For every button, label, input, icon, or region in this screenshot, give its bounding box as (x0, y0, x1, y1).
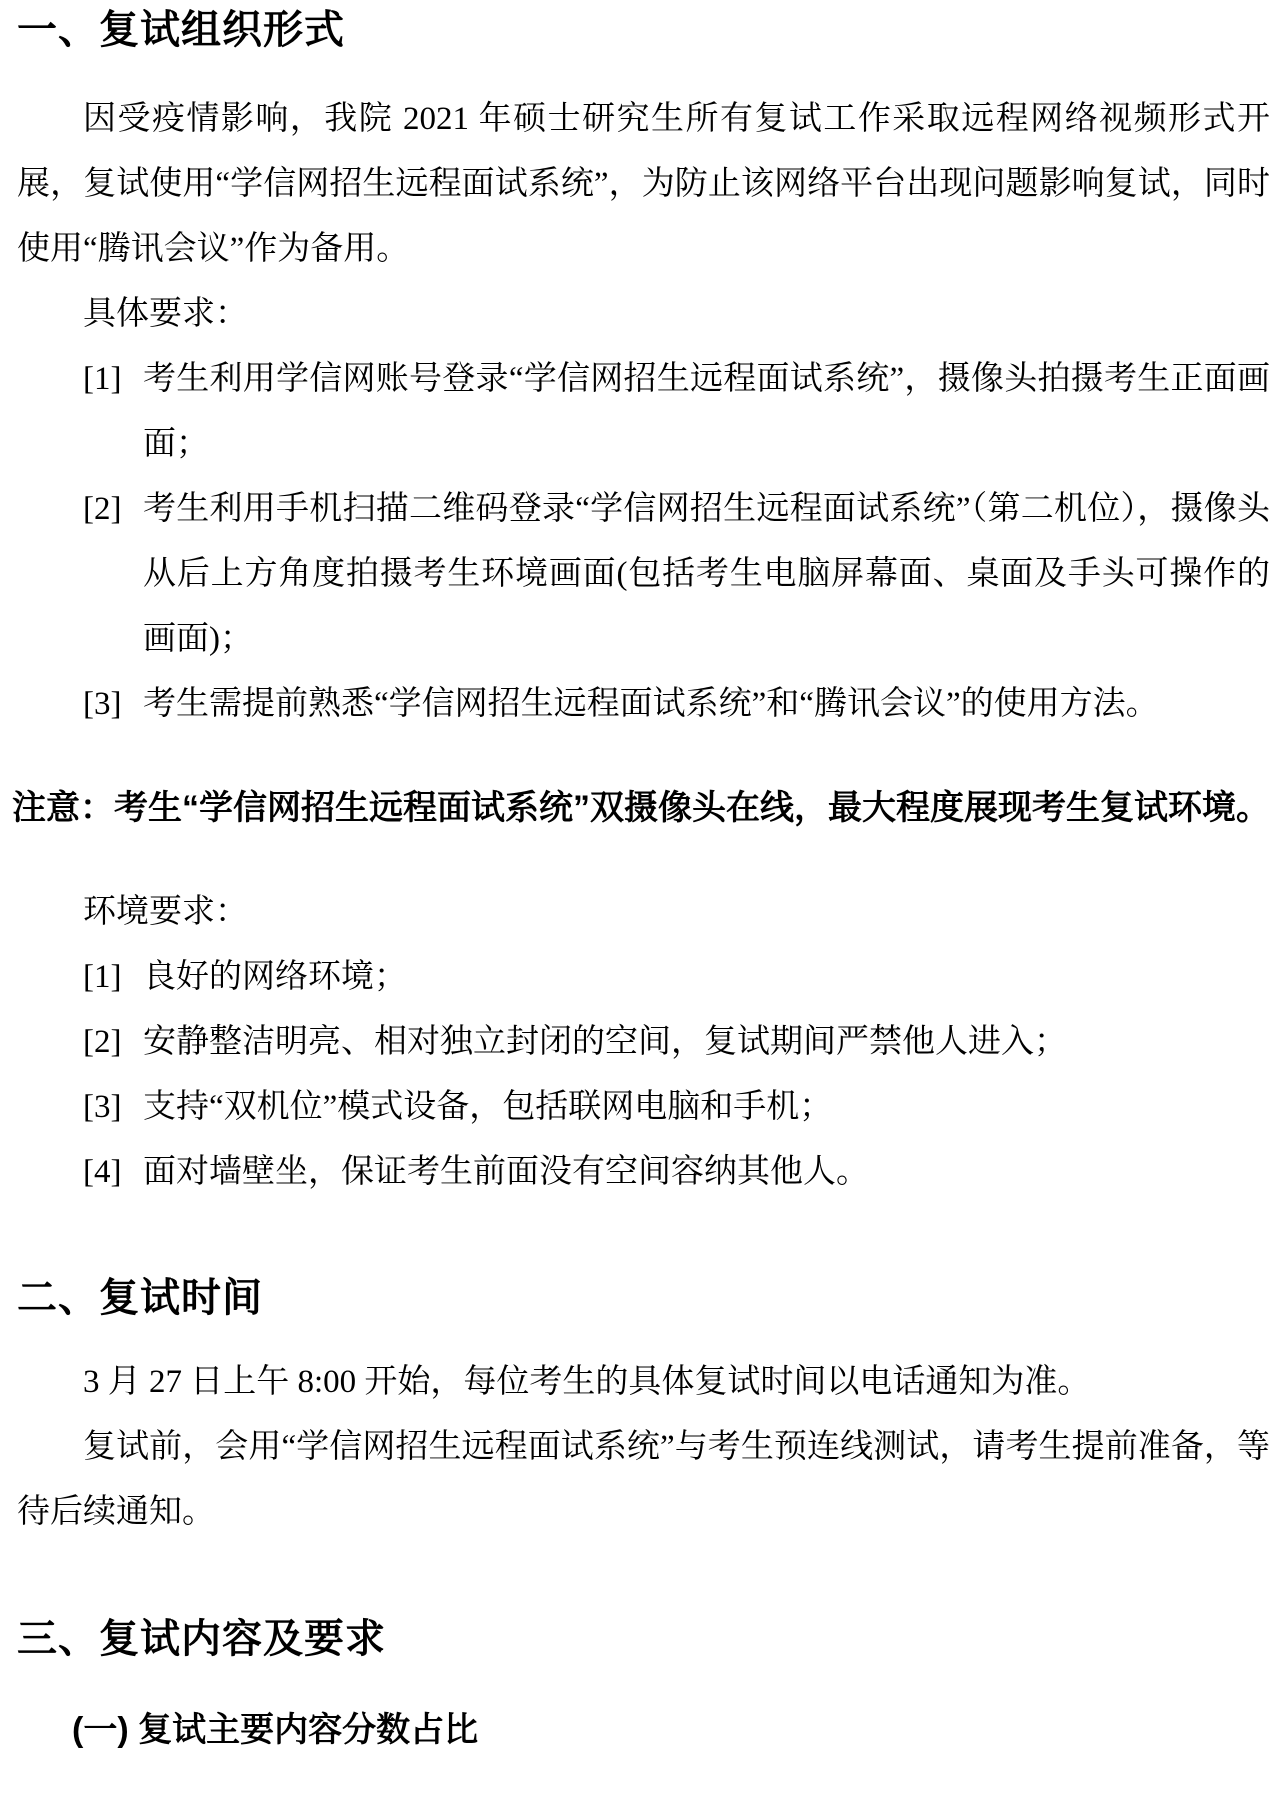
requirement-item-2-number: [2] (83, 491, 122, 527)
env-item-2-text: 安静整洁明亮、相对独立封闭的空间，复试期间严禁他人进入； (143, 1024, 1067, 1060)
env-item-1-number: [1] (83, 959, 122, 995)
env-item-4-text: 面对墙壁坐，保证考生前面没有空间容纳其他人。 (143, 1154, 869, 1190)
env-item-2-number: [2] (83, 1024, 122, 1060)
env-item-3-text: 支持“双机位”模式设备，包括联网电脑和手机； (143, 1089, 833, 1125)
env-item-1 (17, 945, 1270, 1010)
environment-requirements-label: 环境要求： (83, 894, 248, 930)
env-item-3 (17, 1075, 1270, 1140)
env-item-3-number: [3] (83, 1089, 122, 1125)
requirement-item-2 (17, 477, 1270, 672)
section1-intro-paragraph: 因受疫情影响，我院 2021 年硕士研究生所有复试工作采取远程网络视频形式开展，复试使用“学信网招生远程面试系统”，为防止该网络平台出现问题影响复试，同时使用“腾讯会议”作为备用。 (17, 101, 1270, 267)
env-item-1-text: 良好的网络环境； (143, 959, 407, 995)
section3-subheading: (一) 复试主要内容分数占比 (72, 1711, 479, 1749)
section1-heading: 一、复试组织形式 (17, 8, 345, 52)
requirement-item-3-number: [3] (83, 686, 122, 722)
section2-heading: 二、复试时间 (17, 1276, 263, 1320)
specific-requirements-label: 具体要求： (83, 296, 248, 332)
requirement-item-2-text: 考生利用手机扫描二维码登录“学信网招生远程面试系统”（第二机位），摄像头从后上方角度拍摄考生环境画面(包括考生电脑屏幕面、桌面及手头可操作的画面)； (143, 491, 1270, 657)
env-item-2 (17, 1010, 1270, 1075)
notice-text: 注意：考生“学信网招生远程面试系统”双摄像头在线，最大程度展现考生复试环境。 (12, 789, 1270, 827)
section3-heading: 三、复试内容及要求 (17, 1617, 386, 1661)
requirement-item-3 (17, 672, 1270, 737)
requirement-item-1-text: 考生利用学信网账号登录“学信网招生远程面试系统”，摄像头拍摄考生正面画面； (143, 361, 1270, 462)
requirement-item-1 (17, 347, 1270, 477)
requirement-item-3-text: 考生需提前熟悉“学信网招生远程面试系统”和“腾讯会议”的使用方法。 (143, 686, 1159, 722)
section2-paragraph-2: 复试前，会用“学信网招生远程面试系统”与考生预连线测试，请考生提前准备，等待后续通知。 (17, 1429, 1270, 1530)
section2-paragraph-1: 3 月 27 日上午 8:00 开始，每位考生的具体复试时间以电话通知为准。 (83, 1364, 1091, 1400)
requirement-item-1-number: [1] (83, 361, 122, 397)
env-item-4 (17, 1140, 1270, 1205)
env-item-4-number: [4] (83, 1154, 122, 1190)
